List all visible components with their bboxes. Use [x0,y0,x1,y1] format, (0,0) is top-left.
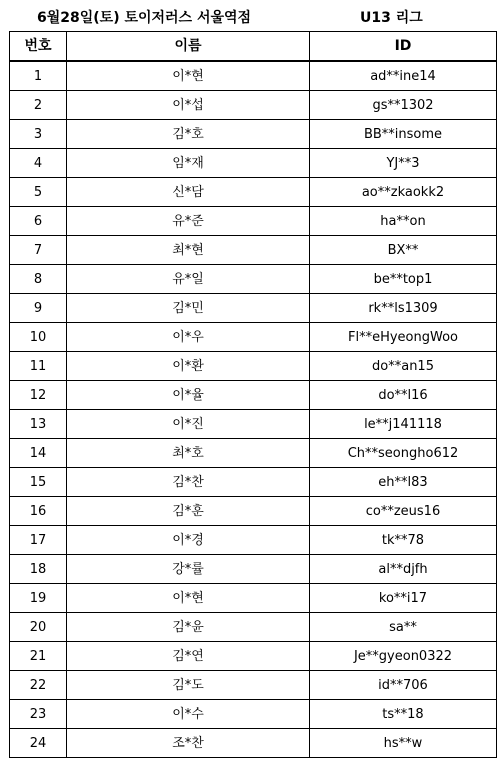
table-row [10,526,497,555]
row-number: 2 [10,91,67,120]
row-name: 이*경 [67,526,310,555]
row-name: 이*진 [67,410,310,439]
table-row [10,729,497,758]
row-number: 9 [10,294,67,323]
table-row [10,207,497,236]
table-row [10,555,497,584]
row-name: 신*담 [67,178,310,207]
row-name: 이*현 [67,61,310,91]
table-row [10,671,497,700]
row-id: id**706 [310,671,497,700]
table-row [10,584,497,613]
row-name: 유*일 [67,265,310,294]
row-id: ha**on [310,207,497,236]
row-name: 이*현 [67,584,310,613]
row-number: 11 [10,352,67,381]
row-id: ts**18 [310,700,497,729]
table-row [10,149,497,178]
row-number: 7 [10,236,67,265]
table-row [10,178,497,207]
row-id: le**j141118 [310,410,497,439]
row-id: do**l16 [310,381,497,410]
row-name: 강*률 [67,555,310,584]
row-id: Je**gyeon0322 [310,642,497,671]
row-id: be**top1 [310,265,497,294]
row-number: 13 [10,410,67,439]
row-name: 이*우 [67,323,310,352]
row-number: 24 [10,729,67,758]
row-number: 18 [10,555,67,584]
table-row [10,700,497,729]
row-id: rk**ls1309 [310,294,497,323]
table-row [10,497,497,526]
row-number: 22 [10,671,67,700]
row-number: 12 [10,381,67,410]
table-row [10,91,497,120]
row-id: YJ**3 [310,149,497,178]
row-name: 이*섭 [67,91,310,120]
table-row [10,236,497,265]
row-number: 23 [10,700,67,729]
row-number: 15 [10,468,67,497]
league-title: U13 리그 [360,10,423,26]
row-name: 김*훈 [67,497,310,526]
participant-table [9,31,497,758]
row-id: Fl**eHyeongWoo [310,323,497,352]
row-id: tk**78 [310,526,497,555]
row-id: ad**ine14 [310,61,497,91]
row-id: BB**insome [310,120,497,149]
row-name: 이*환 [67,352,310,381]
column-header-name: 이름 [67,32,310,62]
table-row [10,294,497,323]
row-number: 6 [10,207,67,236]
table-row [10,642,497,671]
row-name: 김*도 [67,671,310,700]
row-name: 김*윤 [67,613,310,642]
row-name: 김*찬 [67,468,310,497]
table-row [10,323,497,352]
row-id: hs**w [310,729,497,758]
table-row [10,468,497,497]
row-number: 16 [10,497,67,526]
table-row [10,352,497,381]
row-number: 17 [10,526,67,555]
row-name: 임*재 [67,149,310,178]
column-header-id: ID [310,32,497,62]
table-row [10,120,497,149]
row-name: 이*수 [67,700,310,729]
row-id: ao**zkaokk2 [310,178,497,207]
table-row [10,439,497,468]
row-number: 3 [10,120,67,149]
row-name: 김*호 [67,120,310,149]
event-title: 6월28일(토) 토이저러스 서울역점 [37,10,252,26]
table-header-row [10,32,497,62]
row-name: 김*연 [67,642,310,671]
table-row [10,381,497,410]
row-name: 최*호 [67,439,310,468]
row-number: 14 [10,439,67,468]
row-number: 10 [10,323,67,352]
row-id: eh**l83 [310,468,497,497]
row-id: BX** [310,236,497,265]
row-id: al**djfh [310,555,497,584]
row-name: 김*민 [67,294,310,323]
table-row [10,410,497,439]
table-row [10,265,497,294]
table-row [10,613,497,642]
row-number: 20 [10,613,67,642]
row-name: 유*준 [67,207,310,236]
row-id: gs**1302 [310,91,497,120]
row-number: 1 [10,61,67,91]
document-header [0,0,499,31]
row-id: co**zeus16 [310,497,497,526]
row-number: 4 [10,149,67,178]
table-row [10,61,497,91]
row-name: 조*찬 [67,729,310,758]
row-id: do**an15 [310,352,497,381]
row-name: 최*현 [67,236,310,265]
row-number: 19 [10,584,67,613]
row-number: 8 [10,265,67,294]
column-header-number: 번호 [10,32,67,62]
row-number: 5 [10,178,67,207]
row-id: ko**i17 [310,584,497,613]
row-id: sa** [310,613,497,642]
row-name: 이*율 [67,381,310,410]
row-number: 21 [10,642,67,671]
row-id: Ch**seongho612 [310,439,497,468]
